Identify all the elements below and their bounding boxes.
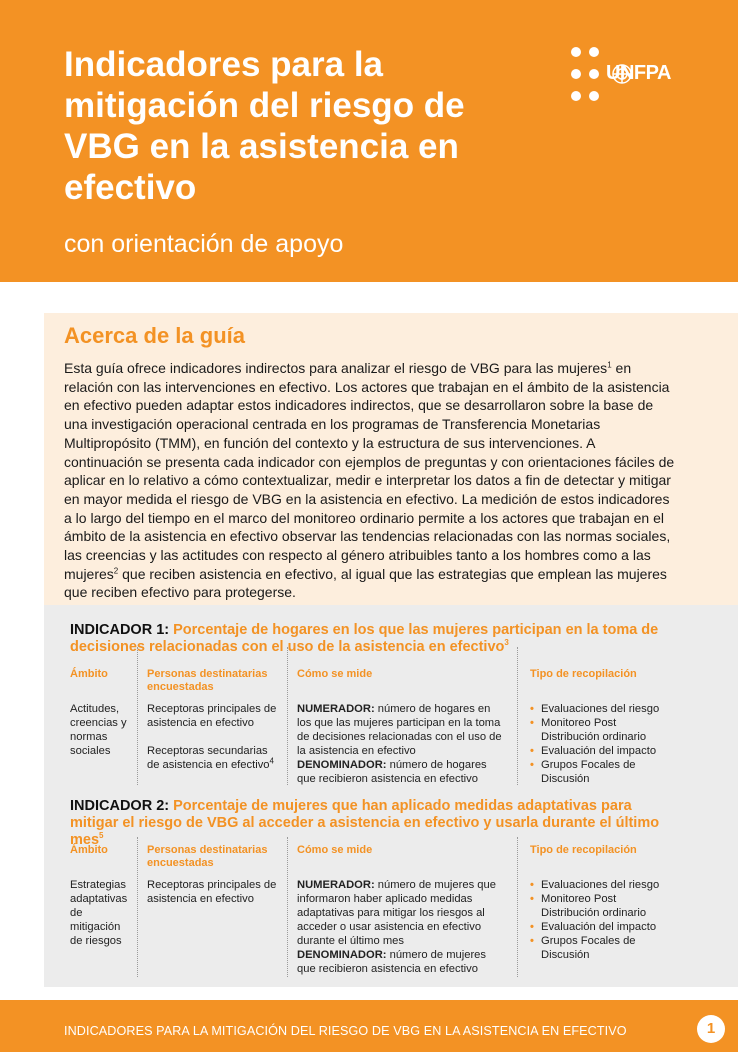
column-divider [137,647,138,785]
list-item: • Monitoreo Post Distribución ordinario [530,892,670,920]
footer-bar [0,1000,738,1052]
denominator-label: DENOMINADOR: [297,759,387,771]
footer-title: INDICADORES PARA LA MITIGACIÓN DEL RIESGO DE VBG EN LA ASISTENCIA EN EFECTIVO [64,1024,627,1038]
about-text-part: Esta guía ofrece indicadores indirectos para analizar el riesgo de VBG para las mujeres [64,360,608,376]
about-paragraph [64,359,676,602]
denominator-label: DENOMINADOR: [297,949,387,961]
collection-type-list [530,878,670,962]
indicator-2-heading [70,798,670,849]
indicator-2-tipo [530,878,670,962]
collection-type-list [530,702,670,786]
indicator-2-como [297,878,507,976]
indicator-2-ambito: Estrategias adaptativas de mitigación de riesgos [70,879,128,947]
list-item: • Evaluaciones del riesgo [530,878,670,892]
indicator-1-heading [70,622,670,656]
personas-primary: Receptoras principales de asistencia en efectivo [147,879,277,905]
column-divider [517,837,518,977]
indicator-1-como [297,702,507,786]
page-number: 1 [697,1015,725,1043]
column-divider [517,647,518,785]
header-banner [0,0,738,282]
column-divider [287,837,288,977]
indicators-section [44,605,738,987]
numerator [297,702,507,758]
footnote-ref: 2 [113,566,119,576]
personas-primary: Receptoras principales de asistencia en efectivo [147,703,277,729]
document-subtitle: con orientación de apoyo [64,230,344,258]
column-divider [137,837,138,977]
col-header-como: Cómo se mide [297,668,373,680]
personas-secondary [147,744,279,772]
col-header-personas: Personas destinatarias encuestadas [147,668,268,693]
numerator-label: NUMERADOR: [297,879,375,891]
denominator-text: número de hogares que recibieron asistencia en efectivo [297,759,487,785]
indicator-label: INDICADOR 2: [70,798,170,814]
about-section [44,313,738,605]
numerator-text: número de mujeres que informaron haber aplicado medidas adaptativas para mitigar los riesgos al acceder o usar asistencia en efectivo durante el último mes [297,879,496,947]
list-item: • Monitoreo Post Distribución ordinario [530,716,670,744]
list-item: • Evaluación del impacto [530,920,670,934]
footnote-ref: 1 [607,360,612,370]
col-header-tipo: Tipo de recopilación [530,844,637,856]
indicator-text: Porcentaje de hogares en los que las mujeres participan en la toma de decisiones relacionadas con el uso de la asistencia en efectivo [70,622,659,655]
personas-secondary-text: Receptoras secundarias de asistencia en efectivo [147,745,270,771]
list-item: • Grupos Focales de Discusión [530,934,670,962]
indicator-text: Porcentaje de mujeres que han aplicado medidas adaptativas para mitigar el riesgo de VBG al acceder a asistencia en efectivo y usarla durante el último mes [70,798,660,848]
footnote-ref: 5 [99,831,104,841]
indicator-label: INDICADOR 1: [70,622,170,638]
col-header-personas: Personas destinatarias encuestadas [147,844,268,869]
denominator [297,758,507,786]
indicator-2-personas [147,878,279,906]
denominator-text: número de mujeres que recibieron asistencia en efectivo [297,949,486,975]
indicator-1-personas [147,702,279,772]
col-header-tipo: Tipo de recopilación [530,668,637,680]
column-divider [287,647,288,785]
about-text-part: que reciben asistencia en efectivo, al igual que las estrategias que emplean las mujeres que reciben efectivo para protegerse. [64,565,667,601]
indicator-1-tipo [530,702,670,786]
list-item: • Evaluación del impacto [530,744,670,758]
col-header-ambito: Ámbito [70,844,108,856]
numerator-text: número de hogares en los que las mujeres participan en la toma de decisiones relacionadas con el uso de la asistencia en efectivo [297,703,502,757]
about-title: Acerca de la guía [64,323,245,348]
denominator [297,948,507,976]
numerator-label: NUMERADOR: [297,703,375,715]
col-header-como: Cómo se mide [297,844,373,856]
unfpa-logo-text: UNFPA [606,62,671,84]
footnote-ref: 3 [504,638,509,648]
numerator [297,878,507,948]
document-title: Indicadores para la mitigación del riesgo de VBG en la asistencia en efectivo [64,45,465,207]
footnote-ref: 4 [269,756,274,766]
about-text-part: en relación con las intervenciones en efectivo. Los actores que trabajan en el ámbito de la asistencia en efectivo pueden adaptar estos indicadores indirectos, que se desarrollaron sobre la base de una investigación operacional centrada en los programas de Transferencia Monetarias Multipropósito (TMM), en función del contexto y la estructura de sus intervenciones. A continuación se presenta cada indicador con ejemplos de preguntas y con orientaciones fáciles de aplicar en lo relativo a cómo contextualizar, medir e interpretar los datos a fin de detectar y mitigar en mayor medida el riesgo de VBG en la asistencia en efectivo. La medición de estos indicadores a lo largo del tiempo en el marco del monitoreo ordinario permite a los actores que trabajan en el ámbito de la asistencia en efectivo observar las tendencias relacionadas con las normas sociales, las creencias y las actitudes con respecto al género atribuibles tanto a los hombres como a las mujeres [64,360,675,582]
indicator-1-ambito: Actitudes, creencias y normas sociales [70,703,127,757]
list-item: • Evaluaciones del riesgo [530,702,670,716]
list-item: • Grupos Focales de Discusión [530,758,670,786]
col-header-ambito: Ámbito [70,668,108,680]
